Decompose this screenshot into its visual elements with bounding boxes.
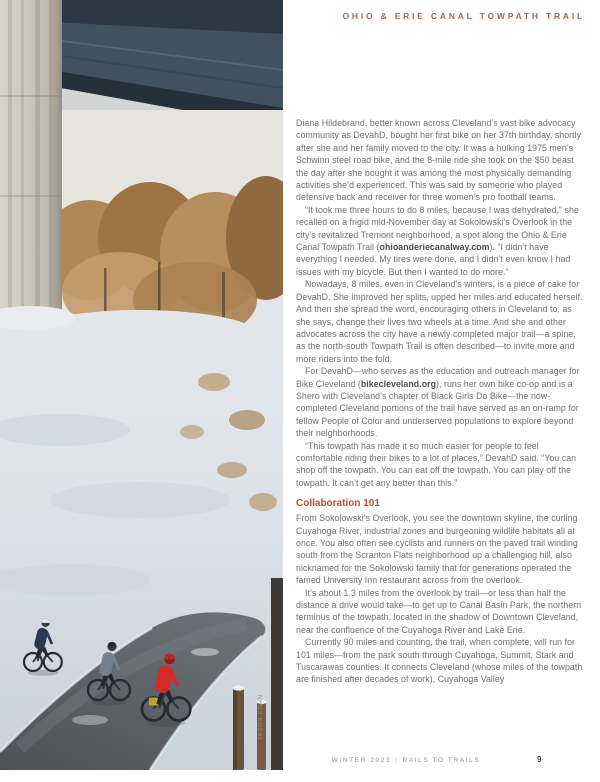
section-heading: Collaboration 101 [296, 498, 380, 510]
footer-separator: | [395, 757, 399, 764]
paragraph-5: “This towpath has made it so much easier for people to feel comfortable riding their bikes to a lot of places,” DevahD said. “You can shop off the towpath. You can eat off the towpath. You can play off the towpath. It can’t get any better than this.” [296, 440, 577, 488]
paragraph-4 [296, 365, 585, 439]
trail-photo-illustration [0, 0, 283, 770]
paragraph-2-text-a: “It took me three hours to do 8 miles, because I was dehydrated,” she recalled on a frigid mid-November day at Sokolowski’s Overlook in the city’s revitalized Tremont neighborhood, a spot along the Ohio & Erie Canal Towpath Trail ( [296, 204, 579, 253]
footer-issue-line [296, 757, 516, 764]
article-column [296, 117, 585, 686]
footer-magazine: RAILS TO TRAILS [402, 757, 481, 764]
photo-credit: JASON COHN [258, 694, 264, 741]
paragraph-3: Nowadays, 8 miles, even in Cleveland’s winters, is a piece of cake for DevahD. She improved her splits, upped her miles and educated herself. And then she spread the word, encouraging others in Cleveland to, as she says, change their lives two wheels at a time. And she and other advocates across the city have a newly completed major trail—a spine, as the north-south Towpath Trail is often described—to invite more and more riders into the fold. [296, 279, 583, 364]
paragraph-2 [296, 204, 585, 278]
paragraph-4-text-b: ), runs her own bike co-op and is a Shero with Cleveland’s chapter of Black Girls Do Bike—the now-completed Cleveland portions of the trail have served as an on-ramp for fellow People of Color and underserved populations to explore beyond their neighborhoods. [296, 378, 579, 439]
running-head: OHIO & ERIE CANAL TOWPATH TRAIL [342, 11, 585, 21]
link-bikecleveland[interactable]: bikecleveland.org [360, 378, 437, 389]
paragraph-8: Currently 90 miles and counting, the trail, when complete, will run for 101 miles—from the park south through Cuyahoga, Summit, Stark and Tuscarawas counties. It connects Cleveland (whose miles of the towpath are finished after decades of work), Cuyahoga Valley [296, 637, 583, 685]
paragraph-1: Diana Hildebrand, better known across Cleveland’s vast bike advocacy community as DevahD, bought her first bike on her 37th birthday, shortly after she and her family moved to the city. It was a hulking 1975 men’s Schwinn steel road bike, and the 8-mile ride she took on the $50 beast the day after she bought it was among the most physically demanding activities she’d experienced. This was said by someone who played defensive back and receiver for three women’s pro football teams. [296, 118, 582, 203]
page-number: 9 [537, 755, 542, 764]
paragraph-6: From Sokolowski’s Overlook, you see the downtown skyline, the curling Cuyahoga River, industrial zones and burgeoning wildlife habitats all at once. You also often see cyclists and runners on the paved trail winding south from the Scranton Flats neighborhood up a challenging hill, also nicknamed for the Sokolowski family that for generations operated the famed University Inn restaurant across from the overlook. [296, 513, 578, 586]
trail-photo [0, 0, 283, 770]
paragraph-2-text-b: ). “I didn’t have everything I needed. My tires were done, and I didn’t even know I had issues with my bicycle. But then I wanted to do more.” [296, 242, 571, 277]
paragraph-7: It’s about 1.3 miles from the overlook by trail—or less than half the distance a drive would take—to get up to Canal Basin Park, the northern terminus of the towpath, located in the shadow of Downtown Cleveland, near the confluence of the Cuyahoga River and Lake Erie. [296, 587, 582, 635]
link-ohioanderiecanalway[interactable]: ohioanderiecanalway.com [379, 242, 490, 253]
footer-issue: WINTER 2023 [331, 757, 392, 764]
paragraph-4-text-a: For DevahD—who serves as the education and outreach manager for Bike Cleveland ( [296, 366, 580, 389]
